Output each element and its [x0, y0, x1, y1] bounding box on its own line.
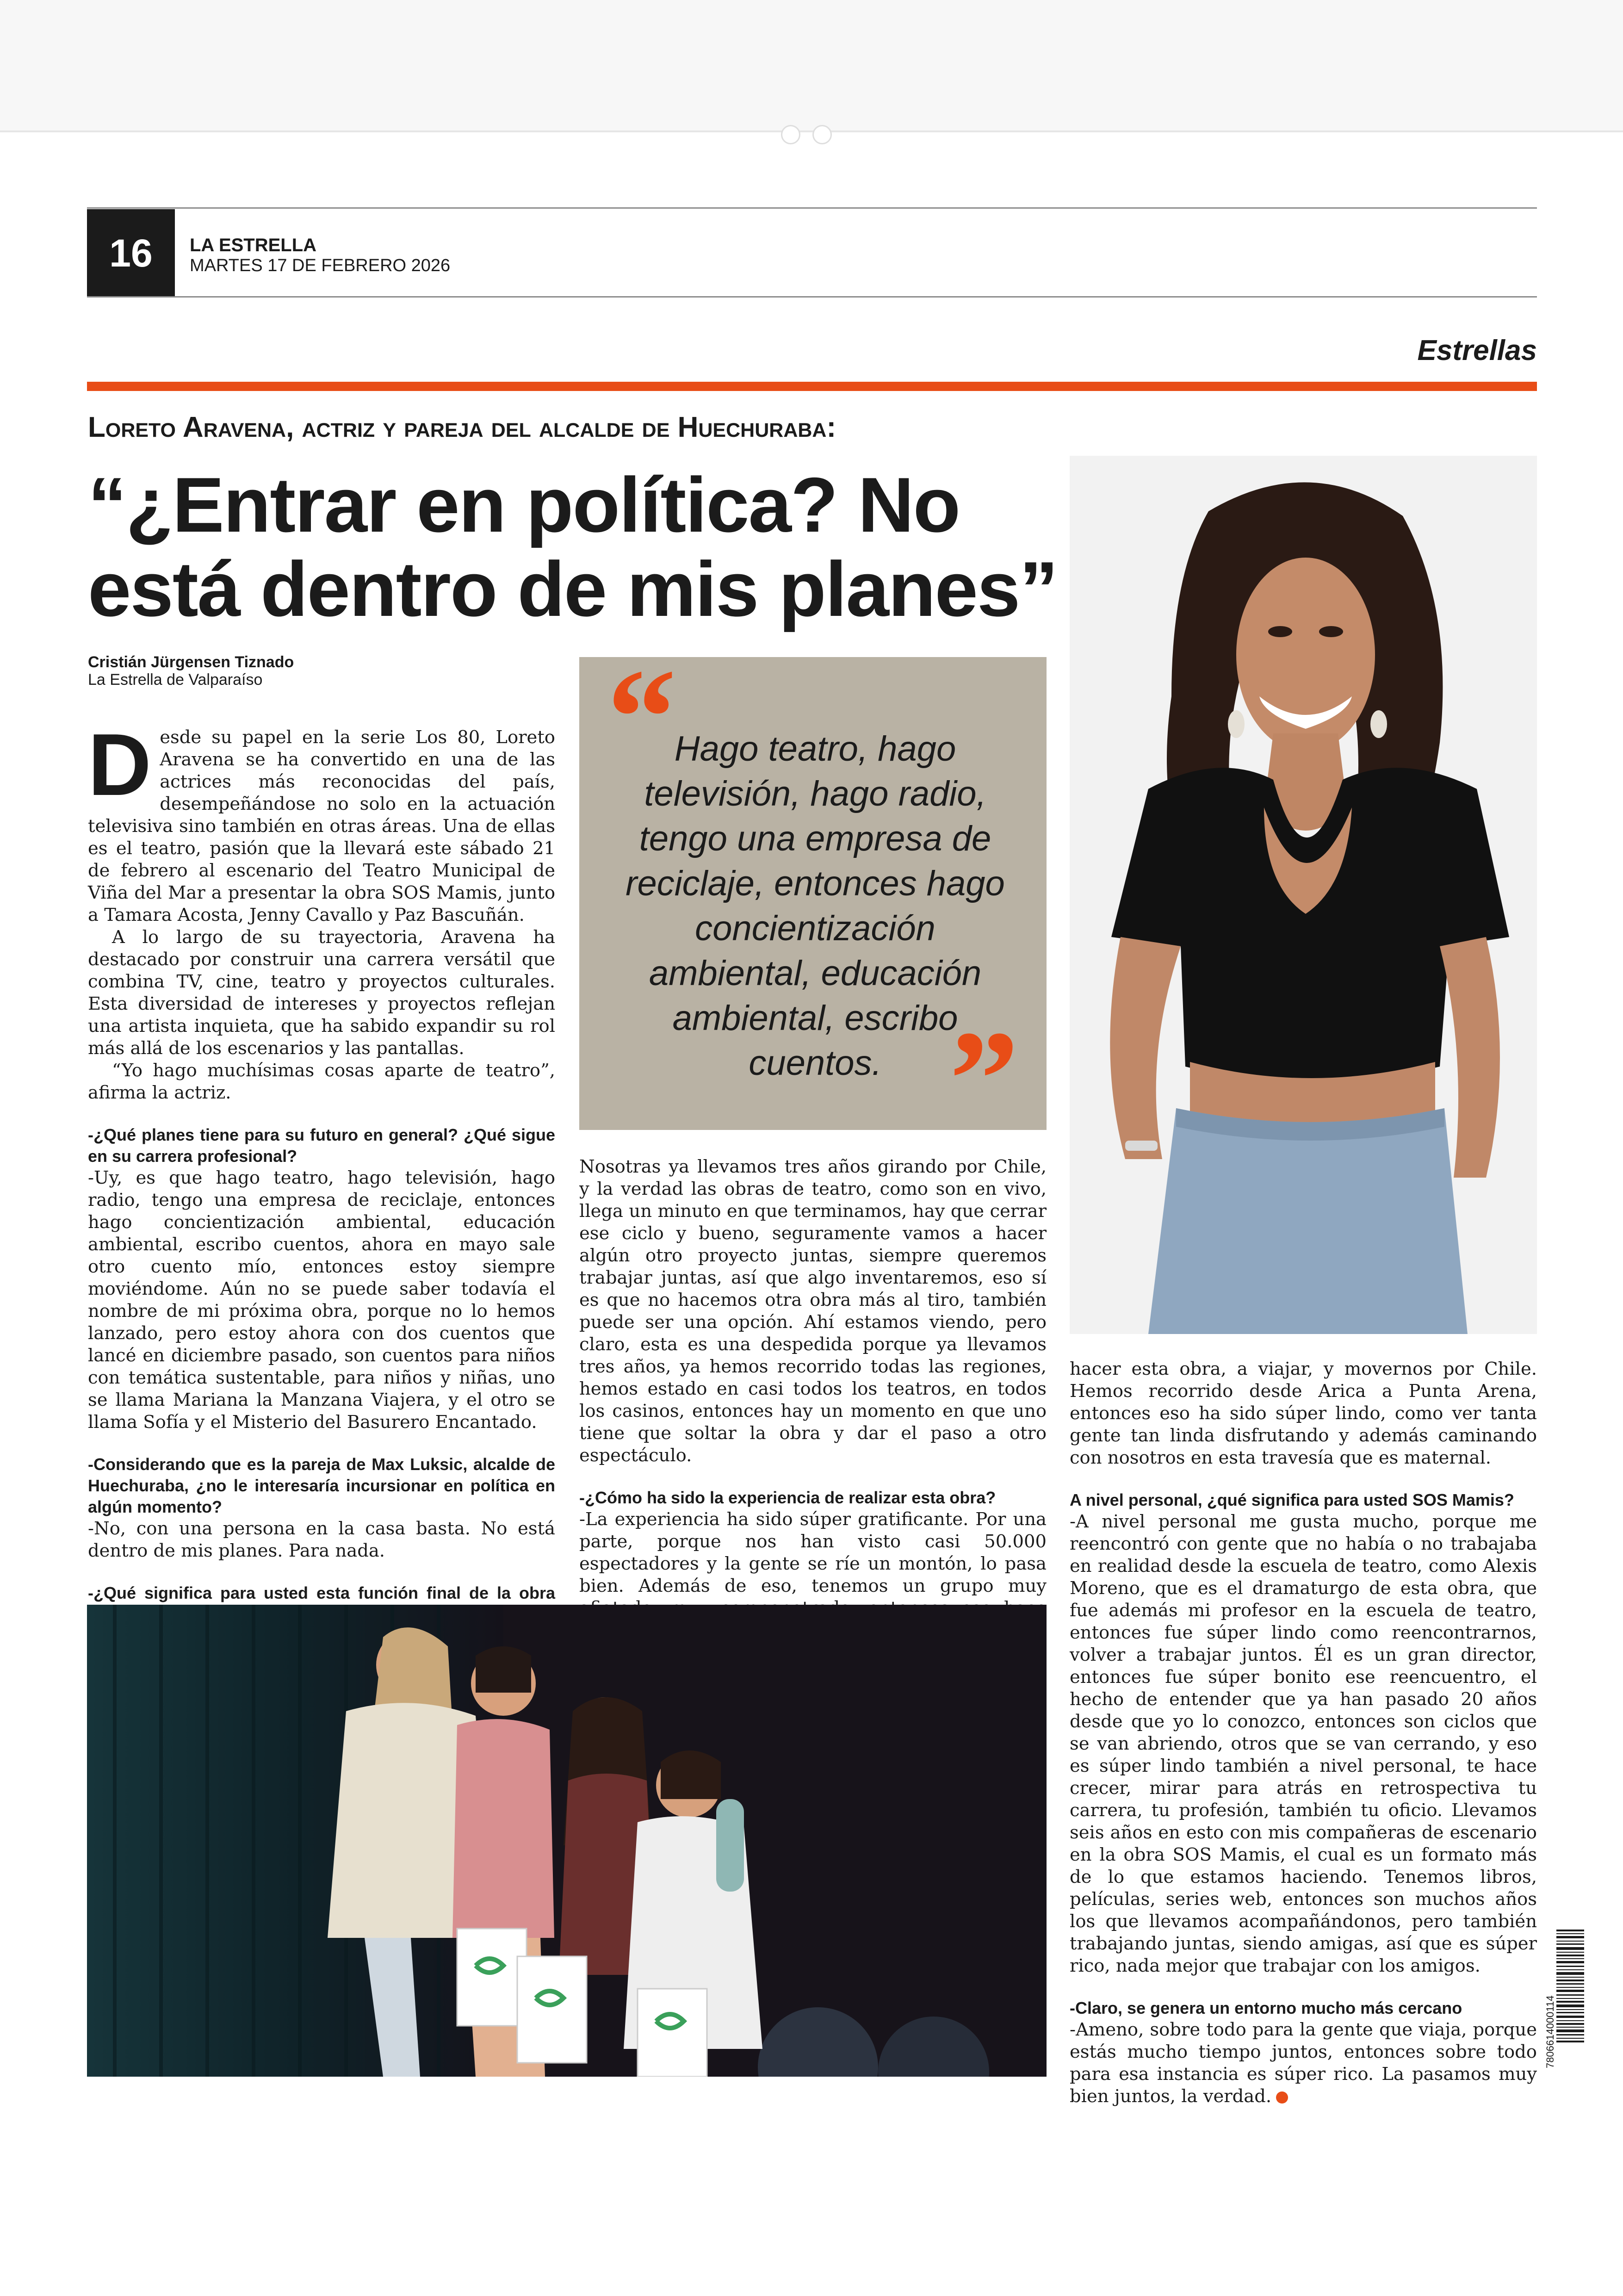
article-column-3: [1070, 1358, 1537, 2108]
body-paragraph: A lo largo de su trayectoria, Aravena ha destacado por construir una carrera versátil que combina TV, cine, teatro y proyectos culturales. Esta diversidad de intereses y proyectos reflejan una artista inquieta, que ha sabido expandir su rol más allá de los escenarios y las pantallas.: [88, 927, 555, 1059]
newspaper-name: LA ESTRELLA: [190, 235, 317, 255]
header-top-rule: [87, 207, 1537, 209]
stage-photo: [87, 1605, 1047, 2077]
barcode: [1544, 1930, 1584, 2068]
author-outlet: La Estrella de Valparaíso: [88, 671, 263, 689]
prev-page-dot[interactable]: [781, 125, 800, 144]
interview-answer: -No, con una persona en la casa basta. No está dentro de mis planes. Para nada.: [88, 1518, 555, 1561]
interview-answer: -La experiencia ha sido súper gratificante. Por una parte, porque nos han visto casi 50.000 espectadores y la gente se ríe un montón, lo pasa bien. Además de eso, tenemos un grupo muy: [579, 1509, 1047, 1596]
interview-answer: -Ameno, sobre todo para la gente que viaja, porque estás mucho tiempo juntos, entonces sobre todo para esa instancia es súper rico. La pasamos muy bien juntos, la verdad.: [1070, 2019, 1537, 2107]
article-kicker: Loreto Aravena, actriz y pareja del alcalde de Huechuraba:: [88, 411, 836, 443]
close-quote-icon: ”: [949, 1002, 1019, 1156]
interview-answer: Nosotras ya llevamos tres años girando por Chile, y la verdad las obras de teatro, como son en vivo, llega un minuto en que terminamos, hay que cerrar ese ciclo y bueno, seguramente vamos a hacer algún otro proyecto juntas, siempre queremos trabajar juntas, así que algo inventaremos, eso sí es que no hacemos otra obra más al tiro, también puede ser una opción. Ahí estamos viendo, pero claro, esta es una despedida porque ya llevamos tres años, ya hemos recorrido todas las regiones, hemos estado en casi todos los teatros, en todos los casinos, entonces hay un momento en que uno tiene que soltar la obra y dar el paso a otro espectáculo.: [579, 1156, 1047, 1466]
byline: [88, 653, 294, 689]
interview-question: -¿Qué significa para usted esta función final de la obra: [88, 1583, 555, 1602]
end-of-article-icon: [1276, 2091, 1288, 2104]
issue-date: MARTES 17 DE FEBRERO 2026: [190, 256, 451, 275]
body-paragraph: “Yo hago muchísimas cosas aparte de teatro”, afirma la actriz.: [88, 1060, 555, 1103]
author-name: Cristián Jürgensen Tiznado: [88, 653, 294, 671]
interview-answer: hacer esta obra, a viajar, y movernos por Chile. Hemos recorrido desde Arica a Punta Arena, entonces eso ha sido súper lindo, como ver tanta gente tan linda disfrutando y además caminando con nosotros en esta travesía que es maternal.: [1070, 1359, 1537, 1468]
interview-question: -Claro, se genera un entorno mucho más cercano: [1070, 1998, 1462, 2017]
barcode-number: 7806614000114: [1544, 1995, 1556, 2068]
drop-cap: D: [88, 716, 152, 814]
interview-question: -Considerando que es la pareja de Max Luksic, alcalde de Huechuraba, ¿no le interesaría incursionar en política en algún momento?: [88, 1455, 555, 1516]
article-column-2: [579, 1156, 1047, 1642]
portrait-photo: [1070, 456, 1537, 1334]
next-page-dot[interactable]: [812, 125, 832, 144]
article-column-1: [88, 716, 555, 1625]
interview-answer: -A nivel personal me gusta mucho, porque me reencontró con gente que no había o no trabajaba en realidad desde la escuela de teatro, como Alexis Moreno, que es el dramaturgo de esta obra, que fue además mi profesor en la escuela de teatro, entonces fue súper lindo como reencontrarnos, volver a trabajar juntos. Él es un gran director, entonces fue súper bonito ese reencuentro, el hecho de entender que ya han pasado 20 años desde que yo lo conozco, entonces son ciclos que se van abriendo, otros que se van cerrando, y eso es súper lindo también a nivel personal, te hace crecer, mirar para atrás en retrospectiva tu carrera, tu profesión, también tu oficio. Llevamos seis años en esto con mis compañeras de escenario en la obra SOS Mamis, el cual es un formato más de lo que estamos haciendo. Tenemos libros, películas, series web, entonces son muchos años los que llevamos acompañándonos, pero también trabajando juntas, siendo amigas, así que es súper rico, nada mejor que trabajar con los amigos.: [1070, 1511, 1537, 1976]
barcode-graphic: [1556, 1930, 1584, 2068]
open-quote-icon: “: [607, 640, 676, 794]
portrait-illustration: [1070, 456, 1537, 1334]
interview-question: A nivel personal, ¿qué significa para usted SOS Mamis?: [1070, 1490, 1514, 1509]
header-bottom-rule: [87, 296, 1537, 298]
pull-quote-box: [579, 640, 1047, 1156]
page-nav-dots[interactable]: [781, 125, 841, 143]
interview-question: -¿Qué planes tiene para su futuro en general? ¿Qué sigue en su carrera profesional?: [88, 1125, 555, 1166]
interview-question: -¿Cómo ha sido la experiencia de realizar esta obra?: [579, 1488, 996, 1507]
article-headline: “¿Entrar en política? No está dentro de mis planes”: [88, 461, 1058, 633]
interview-answer: -Uy, es que hago teatro, hago televisión, hago radio, tengo una empresa de reciclaje, entonces hago concientización ambiental, educación ambiental, escribo cuentos, ahora en mayo sale otro cuento mío, entonces estoy siempre moviéndome. Aún no se puede saber todavía el nombre de mi próxima obra, porque no lo hemos lanzado, pero estoy ahora con dos cuentos que lancé en diciembre pasado, son cuentos para niños con temática sustentable, para niños y niñas, uno se llama Mariana la Manzana Viajera, y el otro se llama Sofía y el Misterio del Basurero Encantado.: [88, 1167, 555, 1433]
section-label: Estrellas: [1417, 335, 1537, 366]
section-accent-bar: [87, 382, 1537, 391]
viewer-top-margin: [0, 0, 1623, 132]
page-number: 16: [87, 209, 175, 297]
lead-paragraph: esde su papel en la serie Los 80, Loreto Aravena se ha convertido en una de las actrices más reconocidas del país, desempeñándose no solo en la actuación televisiva sino también en otras áreas. Una de ellas es el teatro, pasión que la llevará este sábado 21 de febrero al escenario del Teatro Municipal de Viña del Mar a presentar la obra SOS Mamis, junto a Tamara Acosta, Jenny Cavallo y Paz Bascuñán.: [88, 727, 555, 925]
stage-illustration: [87, 1605, 1047, 2077]
pull-quote-text: Hago teatro, hago televisión, hago radio, tengo una empresa de reciclaje, entonces hago concientización ambiental, educación ambiental, escribo cuentos.: [626, 729, 1005, 1083]
